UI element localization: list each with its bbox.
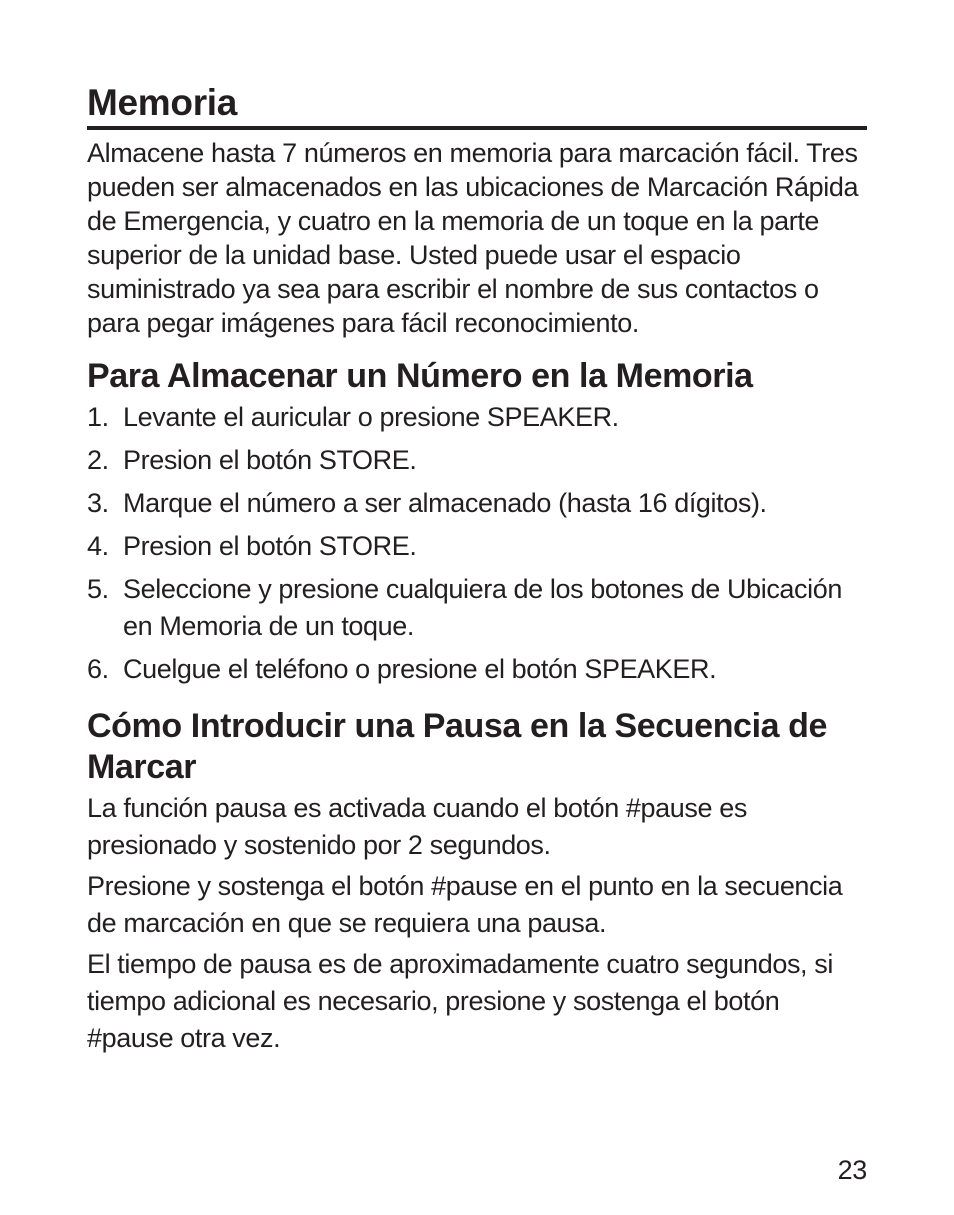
step-item bbox=[87, 651, 867, 688]
step-number: 3. bbox=[87, 488, 109, 518]
page-content bbox=[87, 80, 867, 1061]
page-number: 23 bbox=[837, 1155, 867, 1185]
pause-paragraph: El tiempo de pausa es de aproximadamente cuatro segundos, si tiempo adicional es necesario, presione y sostenga el botón #pause otra vez. bbox=[87, 949, 833, 1053]
step-item bbox=[87, 571, 867, 645]
step-text: Presion el botón STORE. bbox=[123, 445, 417, 475]
step-text: Marque el número a ser almacenado (hasta 16 dígitos). bbox=[123, 488, 767, 518]
step-number: 2. bbox=[87, 445, 109, 475]
step-text: Seleccione y presione cualquiera de los botones de Ubicación en Memoria de un toque. bbox=[123, 574, 842, 641]
step-number: 1. bbox=[87, 402, 109, 432]
step-number: 4. bbox=[87, 531, 109, 561]
step-text: Presion el botón STORE. bbox=[123, 531, 417, 561]
step-text: Cuelgue el teléfono o presione el botón SPEAKER. bbox=[123, 654, 717, 684]
pause-paragraph: Presione y sostenga el botón #pause en el punto en la secuencia de marcación en que se requiera una pausa. bbox=[87, 871, 843, 938]
step-item bbox=[87, 442, 867, 479]
step-number: 5. bbox=[87, 574, 109, 604]
store-section-title: Para Almacenar un Número en la Memoria bbox=[87, 357, 753, 395]
step-number: 6. bbox=[87, 654, 109, 684]
pause-section-title: Cómo Introducir una Pausa en la Secuencia de Marcar bbox=[87, 707, 828, 786]
memoria-intro: Almacene hasta 7 números en memoria para marcación fácil. Tres pueden ser almacenados en las ubicaciones de Marcación Rápida de Emergencia, y cuatro en la memoria de un toque en la parte superior de la unidad base. Usted puede usar el espacio suministrado ya sea para escribir el nombre de sus contactos o para pegar imágenes para fácil reconocimiento. bbox=[87, 138, 859, 338]
memoria-title: Memoria bbox=[87, 80, 867, 130]
step-item bbox=[87, 528, 867, 565]
step-text: Levante el auricular o presione SPEAKER. bbox=[123, 402, 619, 432]
store-steps-list bbox=[87, 399, 867, 688]
step-item bbox=[87, 485, 867, 522]
pause-paragraph: La función pausa es activada cuando el botón #pause es presionado y sostenido por 2 segundos. bbox=[87, 793, 747, 860]
step-item bbox=[87, 399, 867, 436]
